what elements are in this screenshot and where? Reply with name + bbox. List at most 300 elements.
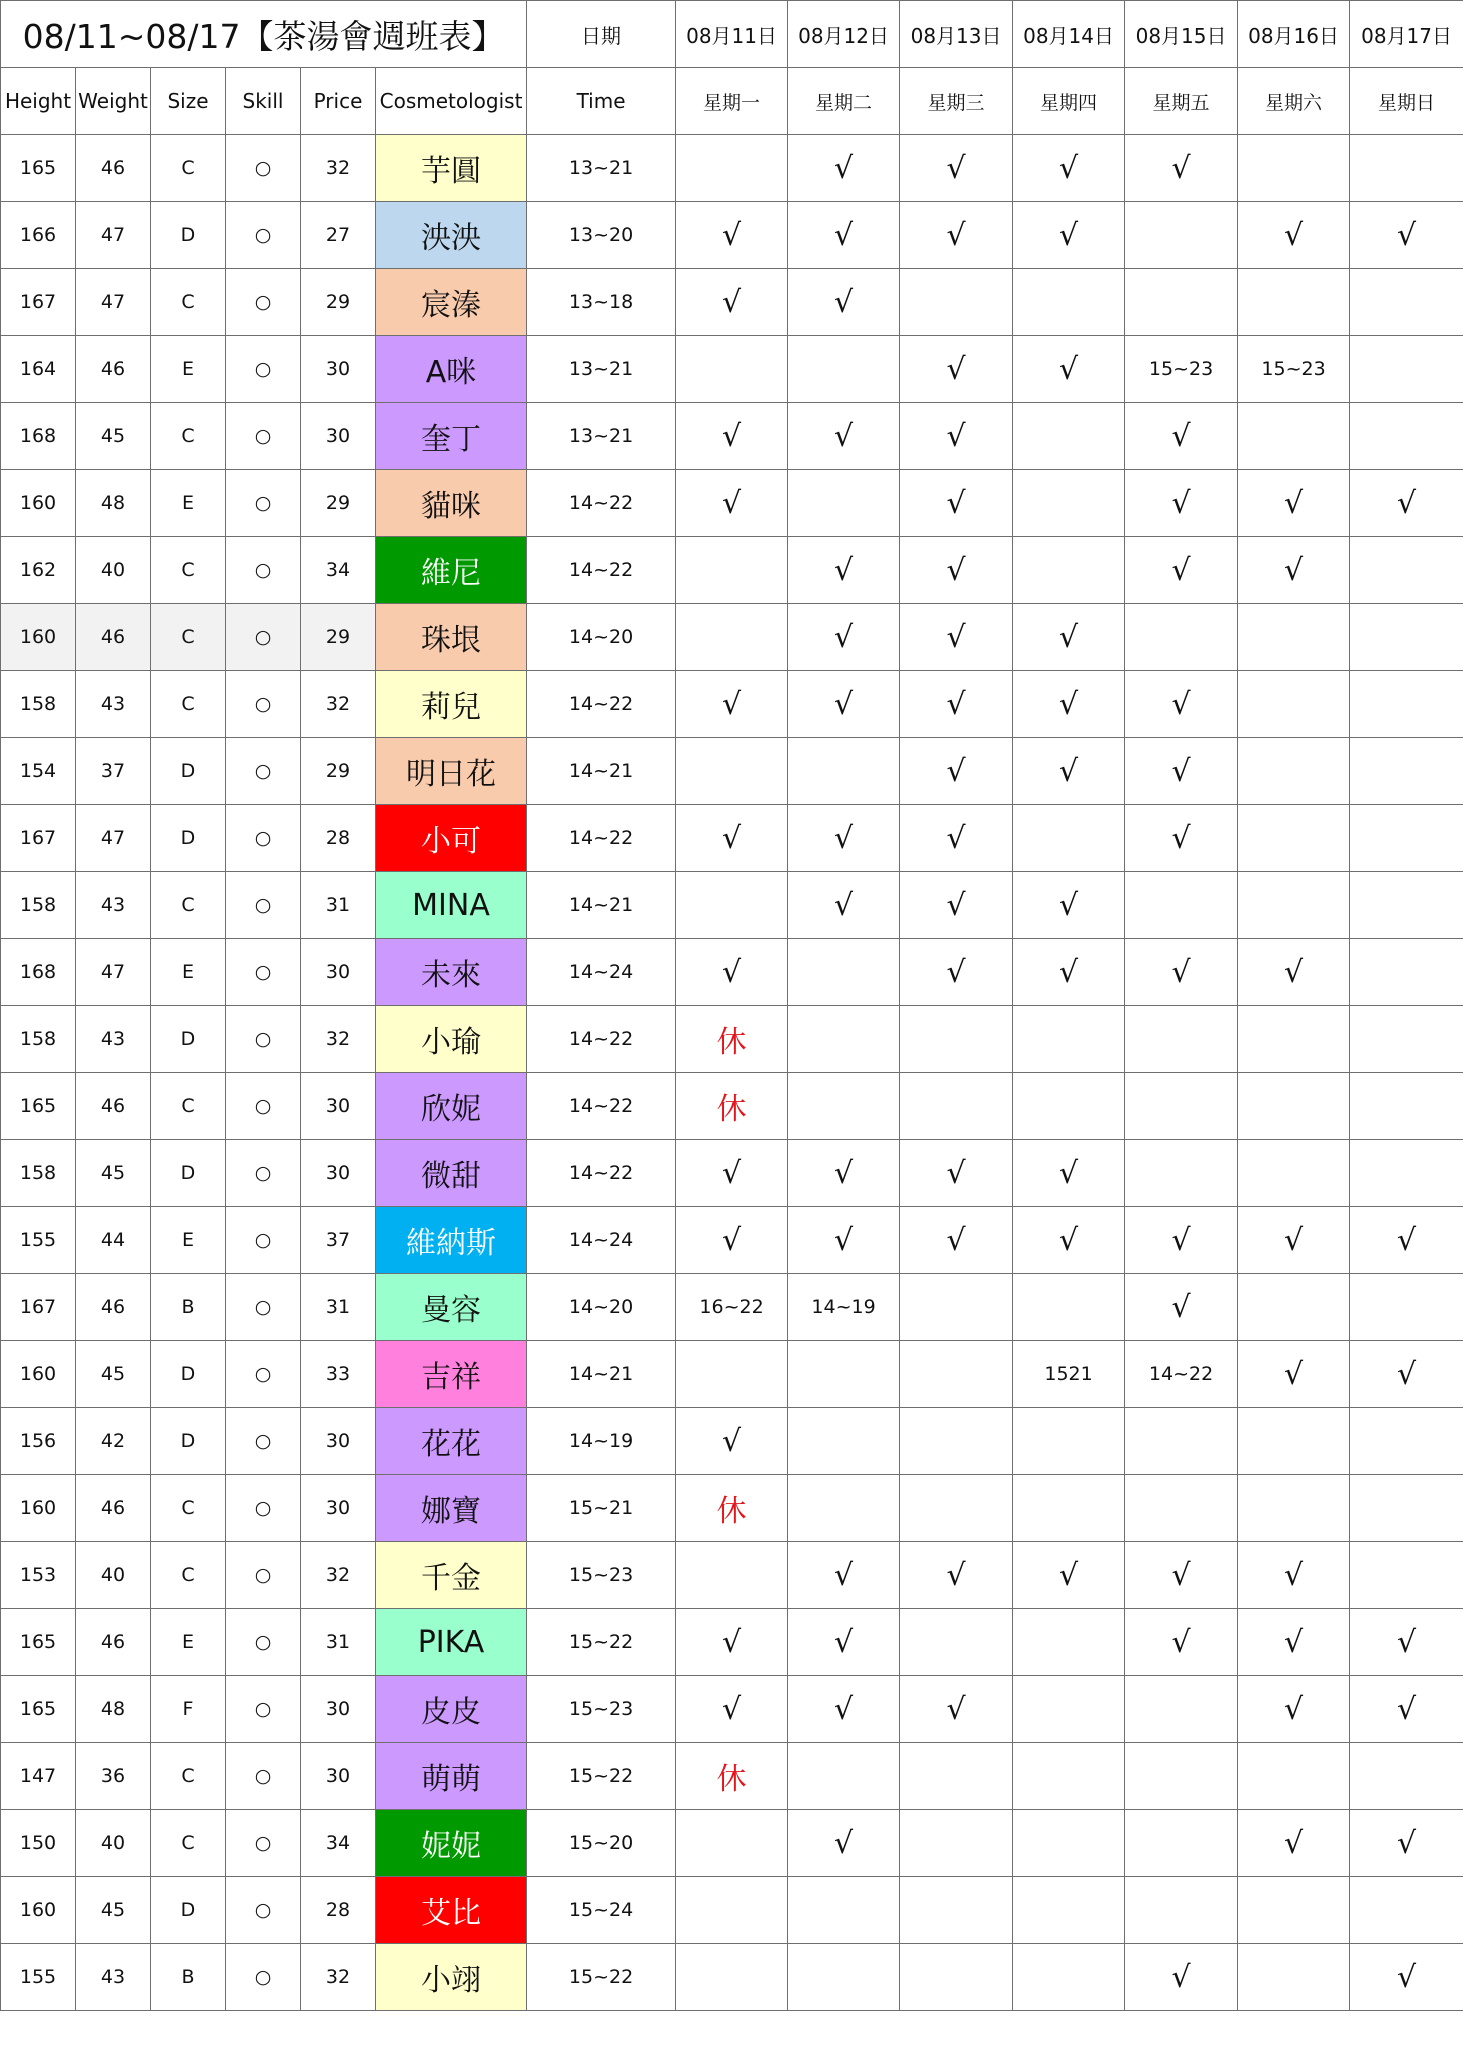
day-status-cell: √ (788, 135, 900, 202)
size-cell: F (151, 1676, 226, 1743)
cosmetologist-name: 艾比 (376, 1877, 527, 1944)
cosmetologist-name: 莉兒 (376, 671, 527, 738)
day-status-cell: √ (900, 537, 1013, 604)
day-status-cell (1350, 671, 1463, 738)
shift-time-cell: 13~21 (527, 135, 676, 202)
height-cell: 168 (1, 403, 76, 470)
weekday-header: 星期日 (1350, 68, 1463, 135)
day-status-cell: √ (1013, 604, 1125, 671)
day-status-cell (1013, 1676, 1125, 1743)
day-status-cell (900, 1609, 1013, 1676)
shift-time-cell: 13~21 (527, 336, 676, 403)
page-title: 08/11~08/17【茶湯會週班表】 (1, 1, 527, 68)
size-cell: E (151, 1207, 226, 1274)
price-cell: 30 (301, 1140, 376, 1207)
shift-time-cell: 14~22 (527, 1006, 676, 1073)
day-status-cell (1125, 1743, 1238, 1810)
day-status-cell (788, 1006, 900, 1073)
day-status-cell: √ (1125, 939, 1238, 1006)
day-status-cell: √ (1125, 1609, 1238, 1676)
day-status-cell: √ (676, 470, 788, 537)
day-status-cell (1013, 470, 1125, 537)
day-status-cell: 休 (676, 1743, 788, 1810)
day-status-cell: 1521 (1013, 1341, 1125, 1408)
day-status-cell (1350, 269, 1463, 336)
day-status-cell (1238, 872, 1350, 939)
skill-cell: ○ (226, 805, 301, 872)
day-status-cell: √ (1125, 135, 1238, 202)
day-status-cell (900, 1877, 1013, 1944)
day-status-cell (1125, 1140, 1238, 1207)
day-status-cell (900, 269, 1013, 336)
height-cell: 168 (1, 939, 76, 1006)
day-status-cell: √ (1125, 1944, 1238, 2011)
size-cell: B (151, 1274, 226, 1341)
size-cell: C (151, 604, 226, 671)
day-status-cell: √ (788, 1207, 900, 1274)
cosmetologist-name: 吉祥 (376, 1341, 527, 1408)
shift-time-cell: 15~22 (527, 1944, 676, 2011)
shift-time-cell: 14~21 (527, 872, 676, 939)
height-cell: 160 (1, 470, 76, 537)
weight-cell: 40 (76, 537, 151, 604)
height-cell: 158 (1, 1006, 76, 1073)
day-status-cell: √ (1350, 202, 1463, 269)
cosmetologist-name: 妮妮 (376, 1810, 527, 1877)
price-cell: 29 (301, 470, 376, 537)
weight-cell: 43 (76, 671, 151, 738)
weight-cell: 44 (76, 1207, 151, 1274)
price-cell: 30 (301, 1408, 376, 1475)
day-status-cell: 14~22 (1125, 1341, 1238, 1408)
height-cell: 155 (1, 1207, 76, 1274)
height-cell: 150 (1, 1810, 76, 1877)
day-status-cell (1125, 1676, 1238, 1743)
day-status-cell: 14~19 (788, 1274, 900, 1341)
day-status-cell: √ (1350, 1676, 1463, 1743)
size-cell: D (151, 202, 226, 269)
day-status-cell (1238, 135, 1350, 202)
price-cell: 32 (301, 1542, 376, 1609)
day-status-cell: 休 (676, 1475, 788, 1542)
height-cell: 167 (1, 1274, 76, 1341)
day-status-cell (1350, 1006, 1463, 1073)
price-cell: 29 (301, 269, 376, 336)
date-header: 08月13日 (900, 1, 1013, 68)
day-status-cell: √ (900, 738, 1013, 805)
weight-cell: 45 (76, 1341, 151, 1408)
day-status-cell: √ (900, 470, 1013, 537)
day-status-cell (788, 1944, 900, 2011)
day-status-cell: √ (1013, 671, 1125, 738)
day-status-cell (900, 1475, 1013, 1542)
size-cell: E (151, 939, 226, 1006)
skill-cell: ○ (226, 1006, 301, 1073)
day-status-cell (1013, 403, 1125, 470)
weight-cell: 45 (76, 1140, 151, 1207)
day-status-cell (1350, 1408, 1463, 1475)
day-status-cell: √ (1013, 872, 1125, 939)
shift-time-cell: 14~20 (527, 1274, 676, 1341)
table-row (1, 1207, 1463, 1274)
day-status-cell (1350, 939, 1463, 1006)
day-status-cell (1125, 604, 1238, 671)
height-cell: 158 (1, 671, 76, 738)
day-status-cell (676, 336, 788, 403)
day-status-cell: √ (1238, 537, 1350, 604)
day-status-cell: 16~22 (676, 1274, 788, 1341)
price-cell: 30 (301, 403, 376, 470)
weight-cell: 43 (76, 872, 151, 939)
height-cell: 160 (1, 1341, 76, 1408)
size-cell: D (151, 1877, 226, 1944)
day-status-cell (1013, 1274, 1125, 1341)
weight-cell: 46 (76, 604, 151, 671)
shift-time-cell: 14~22 (527, 1073, 676, 1140)
height-cell: 147 (1, 1743, 76, 1810)
day-status-cell: √ (676, 671, 788, 738)
price-cell: 28 (301, 1877, 376, 1944)
price-cell: 34 (301, 1810, 376, 1877)
day-status-cell: √ (1238, 470, 1350, 537)
day-status-cell: √ (1125, 805, 1238, 872)
day-status-cell: √ (676, 403, 788, 470)
day-status-cell (1238, 1274, 1350, 1341)
day-status-cell (1350, 1140, 1463, 1207)
shift-time-cell: 14~22 (527, 671, 676, 738)
day-status-cell: √ (788, 1676, 900, 1743)
table-row (1, 872, 1463, 939)
skill-cell: ○ (226, 1877, 301, 1944)
height-cell: 166 (1, 202, 76, 269)
table-row (1, 604, 1463, 671)
table-row (1, 805, 1463, 872)
price-cell: 37 (301, 1207, 376, 1274)
cosmetologist-name: 珠垠 (376, 604, 527, 671)
weight-cell: 47 (76, 939, 151, 1006)
table-row (1, 1609, 1463, 1676)
price-cell: 28 (301, 805, 376, 872)
table-row (1, 738, 1463, 805)
skill-cell: ○ (226, 1944, 301, 2011)
day-status-cell: √ (1125, 1207, 1238, 1274)
height-cell: 162 (1, 537, 76, 604)
day-status-cell (1013, 1944, 1125, 2011)
day-status-cell: √ (676, 1140, 788, 1207)
day-status-cell (1238, 403, 1350, 470)
day-status-cell: 15~23 (1238, 336, 1350, 403)
price-cell: 32 (301, 135, 376, 202)
day-status-cell (1350, 1073, 1463, 1140)
weekday-header: 星期六 (1238, 68, 1350, 135)
skill-cell: ○ (226, 202, 301, 269)
day-status-cell: √ (900, 1140, 1013, 1207)
date-label: 日期 (527, 1, 676, 68)
size-cell: C (151, 537, 226, 604)
size-cell: C (151, 1073, 226, 1140)
shift-time-cell: 15~20 (527, 1810, 676, 1877)
cosmetologist-name: 維尼 (376, 537, 527, 604)
day-status-cell (900, 1810, 1013, 1877)
day-status-cell (1125, 1877, 1238, 1944)
cosmetologist-name: 小瑜 (376, 1006, 527, 1073)
weight-cell: 40 (76, 1542, 151, 1609)
skill-cell: ○ (226, 269, 301, 336)
column-header-height: Height (1, 68, 76, 135)
shift-time-cell: 14~22 (527, 805, 676, 872)
shift-time-cell: 13~20 (527, 202, 676, 269)
weight-cell: 43 (76, 1006, 151, 1073)
date-header: 08月11日 (676, 1, 788, 68)
day-status-cell: √ (676, 1609, 788, 1676)
day-status-cell: √ (1125, 671, 1238, 738)
skill-cell: ○ (226, 1408, 301, 1475)
height-cell: 165 (1, 135, 76, 202)
price-cell: 33 (301, 1341, 376, 1408)
price-cell: 29 (301, 604, 376, 671)
day-status-cell: √ (900, 939, 1013, 1006)
day-status-cell (1350, 738, 1463, 805)
day-status-cell: √ (1125, 738, 1238, 805)
height-cell: 167 (1, 269, 76, 336)
table-row (1, 403, 1463, 470)
day-status-cell: √ (676, 1207, 788, 1274)
cosmetologist-name: 皮皮 (376, 1676, 527, 1743)
height-cell: 165 (1, 1073, 76, 1140)
size-cell: D (151, 1006, 226, 1073)
size-cell: C (151, 269, 226, 336)
table-row (1, 1877, 1463, 1944)
day-status-cell: √ (788, 403, 900, 470)
day-status-cell: √ (1238, 1542, 1350, 1609)
day-status-cell: √ (676, 805, 788, 872)
size-cell: C (151, 135, 226, 202)
day-status-cell (1238, 738, 1350, 805)
day-status-cell: √ (788, 604, 900, 671)
day-status-cell: √ (788, 805, 900, 872)
skill-cell: ○ (226, 1609, 301, 1676)
day-status-cell: √ (900, 872, 1013, 939)
table-row (1, 135, 1463, 202)
size-cell: C (151, 1810, 226, 1877)
day-status-cell (1238, 269, 1350, 336)
size-cell: C (151, 1743, 226, 1810)
weight-cell: 48 (76, 470, 151, 537)
day-status-cell (1125, 1408, 1238, 1475)
table-row (1, 939, 1463, 1006)
weekday-header: 星期一 (676, 68, 788, 135)
skill-cell: ○ (226, 1140, 301, 1207)
price-cell: 32 (301, 1006, 376, 1073)
day-status-cell (1125, 1006, 1238, 1073)
size-cell: E (151, 336, 226, 403)
weekday-header: 星期四 (1013, 68, 1125, 135)
day-status-cell: 休 (676, 1073, 788, 1140)
weight-cell: 46 (76, 135, 151, 202)
skill-cell: ○ (226, 671, 301, 738)
weight-cell: 37 (76, 738, 151, 805)
size-cell: D (151, 738, 226, 805)
height-cell: 158 (1, 872, 76, 939)
weight-cell: 48 (76, 1676, 151, 1743)
day-status-cell (1350, 1743, 1463, 1810)
cosmetologist-name: 貓咪 (376, 470, 527, 537)
table-row (1, 1140, 1463, 1207)
cosmetologist-name: 欣妮 (376, 1073, 527, 1140)
day-status-cell (1238, 1944, 1350, 2011)
cosmetologist-name: 微甜 (376, 1140, 527, 1207)
cosmetologist-name: 娜寶 (376, 1475, 527, 1542)
cosmetologist-name: MINA (376, 872, 527, 939)
height-cell: 155 (1, 1944, 76, 2011)
day-status-cell: √ (788, 671, 900, 738)
day-status-cell (1125, 872, 1238, 939)
day-status-cell (900, 1006, 1013, 1073)
day-status-cell (1013, 1073, 1125, 1140)
day-status-cell (1013, 1408, 1125, 1475)
day-status-cell (1125, 1475, 1238, 1542)
table-row (1, 1475, 1463, 1542)
day-status-cell: √ (1238, 1676, 1350, 1743)
cosmetologist-name: 千金 (376, 1542, 527, 1609)
day-status-cell: √ (788, 1609, 900, 1676)
day-status-cell (676, 1341, 788, 1408)
cosmetologist-name: 奎丁 (376, 403, 527, 470)
day-status-cell: √ (676, 939, 788, 1006)
table-row (1, 1341, 1463, 1408)
table-row (1, 336, 1463, 403)
day-status-cell (788, 939, 900, 1006)
cosmetologist-name: 花花 (376, 1408, 527, 1475)
skill-cell: ○ (226, 1743, 301, 1810)
day-status-cell: √ (788, 872, 900, 939)
title-row (1, 1, 1463, 68)
day-status-cell: √ (1125, 1274, 1238, 1341)
skill-cell: ○ (226, 1475, 301, 1542)
height-cell: 158 (1, 1140, 76, 1207)
cosmetologist-name: 明日花 (376, 738, 527, 805)
day-status-cell: √ (1125, 470, 1238, 537)
weight-cell: 46 (76, 1475, 151, 1542)
day-status-cell (1013, 805, 1125, 872)
table-row (1, 671, 1463, 738)
weight-cell: 47 (76, 269, 151, 336)
weight-cell: 45 (76, 403, 151, 470)
day-status-cell (1238, 1475, 1350, 1542)
skill-cell: ○ (226, 1341, 301, 1408)
table-row (1, 470, 1463, 537)
skill-cell: ○ (226, 1073, 301, 1140)
day-status-cell (788, 1341, 900, 1408)
day-status-cell (788, 1877, 900, 1944)
cosmetologist-name: 曼容 (376, 1274, 527, 1341)
day-status-cell (676, 1944, 788, 2011)
shift-time-cell: 15~23 (527, 1676, 676, 1743)
day-status-cell (1125, 1810, 1238, 1877)
day-status-cell (1013, 1810, 1125, 1877)
size-cell: D (151, 1341, 226, 1408)
day-status-cell (788, 1743, 900, 1810)
weight-cell: 43 (76, 1944, 151, 2011)
cosmetologist-name: 未來 (376, 939, 527, 1006)
day-status-cell: √ (1350, 1207, 1463, 1274)
day-status-cell (676, 872, 788, 939)
weight-cell: 46 (76, 1609, 151, 1676)
day-status-cell: √ (1238, 1609, 1350, 1676)
price-cell: 30 (301, 1073, 376, 1140)
day-status-cell (1350, 1475, 1463, 1542)
day-status-cell (1013, 537, 1125, 604)
day-status-cell: √ (900, 202, 1013, 269)
day-status-cell (1013, 1877, 1125, 1944)
shift-time-cell: 14~21 (527, 1341, 676, 1408)
day-status-cell: √ (1013, 1542, 1125, 1609)
day-status-cell: √ (788, 202, 900, 269)
date-header: 08月12日 (788, 1, 900, 68)
day-status-cell (1238, 1408, 1350, 1475)
price-cell: 31 (301, 872, 376, 939)
day-status-cell: √ (900, 671, 1013, 738)
table-row (1, 1274, 1463, 1341)
price-cell: 30 (301, 939, 376, 1006)
day-status-cell (1350, 872, 1463, 939)
shift-time-cell: 14~22 (527, 470, 676, 537)
size-cell: C (151, 1542, 226, 1609)
day-status-cell: √ (900, 135, 1013, 202)
day-status-cell: 15~23 (1125, 336, 1238, 403)
day-status-cell (1350, 403, 1463, 470)
price-cell: 30 (301, 1676, 376, 1743)
column-header-price: Price (301, 68, 376, 135)
cosmetologist-name: 宸溱 (376, 269, 527, 336)
day-status-cell (1013, 269, 1125, 336)
column-header-row (1, 68, 1463, 135)
date-header: 08月14日 (1013, 1, 1125, 68)
day-status-cell (900, 1341, 1013, 1408)
day-status-cell (788, 1408, 900, 1475)
weight-cell: 46 (76, 1274, 151, 1341)
day-status-cell: √ (900, 403, 1013, 470)
day-status-cell (900, 1073, 1013, 1140)
day-status-cell: √ (1238, 1207, 1350, 1274)
cosmetologist-name: 小翊 (376, 1944, 527, 2011)
day-status-cell (1350, 1274, 1463, 1341)
day-status-cell (1238, 1140, 1350, 1207)
height-cell: 160 (1, 1475, 76, 1542)
height-cell: 160 (1, 1877, 76, 1944)
weight-cell: 40 (76, 1810, 151, 1877)
date-header: 08月16日 (1238, 1, 1350, 68)
day-status-cell (676, 537, 788, 604)
cosmetologist-name: 小可 (376, 805, 527, 872)
skill-cell: ○ (226, 872, 301, 939)
cosmetologist-name: 萌萌 (376, 1743, 527, 1810)
day-status-cell: √ (1013, 1140, 1125, 1207)
height-cell: 156 (1, 1408, 76, 1475)
day-status-cell: √ (1350, 1609, 1463, 1676)
height-cell: 153 (1, 1542, 76, 1609)
day-status-cell (900, 1274, 1013, 1341)
shift-time-cell: 13~21 (527, 403, 676, 470)
day-status-cell (788, 470, 900, 537)
day-status-cell (1350, 1542, 1463, 1609)
skill-cell: ○ (226, 738, 301, 805)
day-status-cell (900, 1944, 1013, 2011)
day-status-cell: √ (788, 1810, 900, 1877)
day-status-cell: √ (1238, 202, 1350, 269)
table-row (1, 1810, 1463, 1877)
schedule-body (1, 1, 1463, 2011)
